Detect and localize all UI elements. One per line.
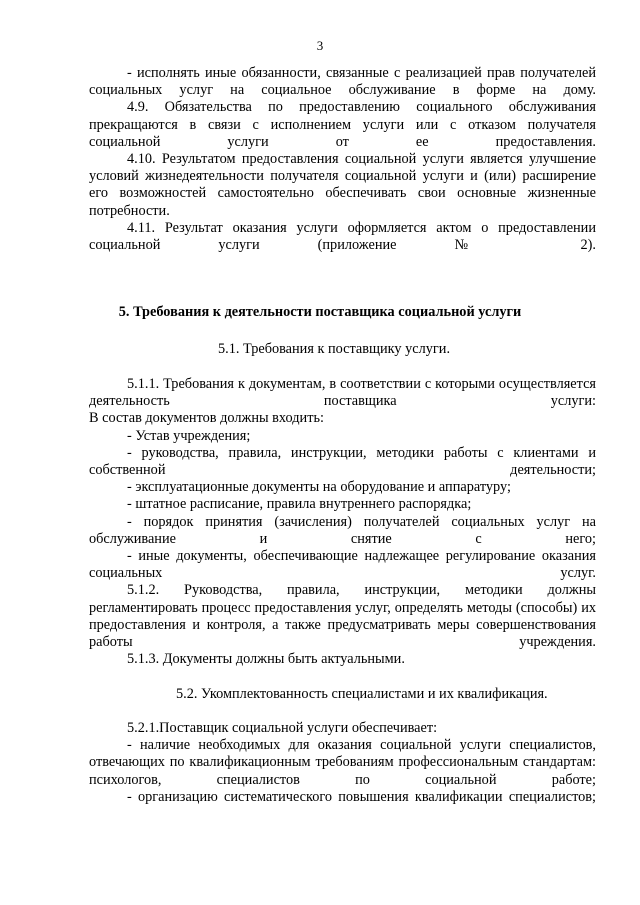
paragraph-5-1-3: 5.1.3. Документы должны быть актуальными. (127, 651, 405, 668)
paragraph-5-2-1: 5.2.1.Поставщик социальной услуги обеспечивает: (127, 720, 438, 736)
subsection-5-2-title: 5.2. Укомплектованность специалистами и их квалификация. (176, 686, 548, 702)
page-number: 3 (316, 38, 324, 53)
paragraph-4-10: 4.10. Результатом предоставления социальной услуги является улучшение условий жизнедеятельности получателя социальной услуги и (или) расширение его возможностей самостоятельно обеспечивать свои основные жизненные потребности. (89, 151, 596, 219)
section4-continuation (89, 65, 596, 254)
list-item-manuals: - руководства, правила, инструкции, методики работы с клиентами и собственной деятельности; (89, 444, 596, 479)
list-item-staff-schedule: - штатное расписание, правила внутреннего распорядка; (127, 496, 472, 513)
subsection-5-1-title: 5.1. Требования к поставщику услуги. (218, 341, 451, 357)
paragraph-5-1-2: 5.1.2. Руководства, правила, инструкции, методики должны регламентировать процесс предоставления услуг, определять методы (способы) их предоставления и контроля, а также предусматривать меры совершенствования работы учреждения. (89, 582, 596, 651)
paragraph-4-9: 4.9. Обязательства по предоставлению социального обслуживания прекращаются в связи с исполнением услуги или с отказом получателя социальной услуги от ее предоставления. (89, 99, 596, 150)
list-item-operation-docs: - эксплуатационные документы на оборудование и аппаратуру; (127, 479, 511, 496)
section-5-title: 5. Требования к деятельности поставщика социальной услуги (118, 304, 522, 320)
list-item-other-documents: - иные документы, обеспечивающие надлежащее регулирование оказания социальных услуг. (89, 548, 596, 582)
section5-1-body (89, 376, 596, 668)
paragraph-4-11: 4.11. Результат оказания услуги оформляется актом о предоставлении социальной услуги (приложение № 2). (89, 219, 596, 254)
section5-2-body (89, 720, 596, 806)
paragraph-documents-intro: В состав документов должны входить: (89, 410, 324, 427)
list-item-specialists: - наличие необходимых для оказания социальной услуги специалистов, отвечающих по квалификационным требованиям профессиональным стандартам: психологов, специалистов по социальной работе; (89, 737, 596, 788)
paragraph-5-1-1: 5.1.1. Требования к документам, в соответствии с которыми осуществляется деятельность поставщика услуги: (89, 376, 596, 410)
list-item-charter: - Устав учреждения; (127, 427, 251, 444)
list-item-qualification: - организацию систематического повышения квалификации специалистов; (127, 788, 596, 805)
list-item-admission-order: - порядок принятия (зачисления) получателей социальных услуг на обслуживание и снятие с него; (89, 513, 596, 547)
paragraph-other-duties: - исполнять иные обязанности, связанные с реализацией прав получателей социальных услуг на социальное обслуживание в форме на дому. (89, 65, 596, 99)
